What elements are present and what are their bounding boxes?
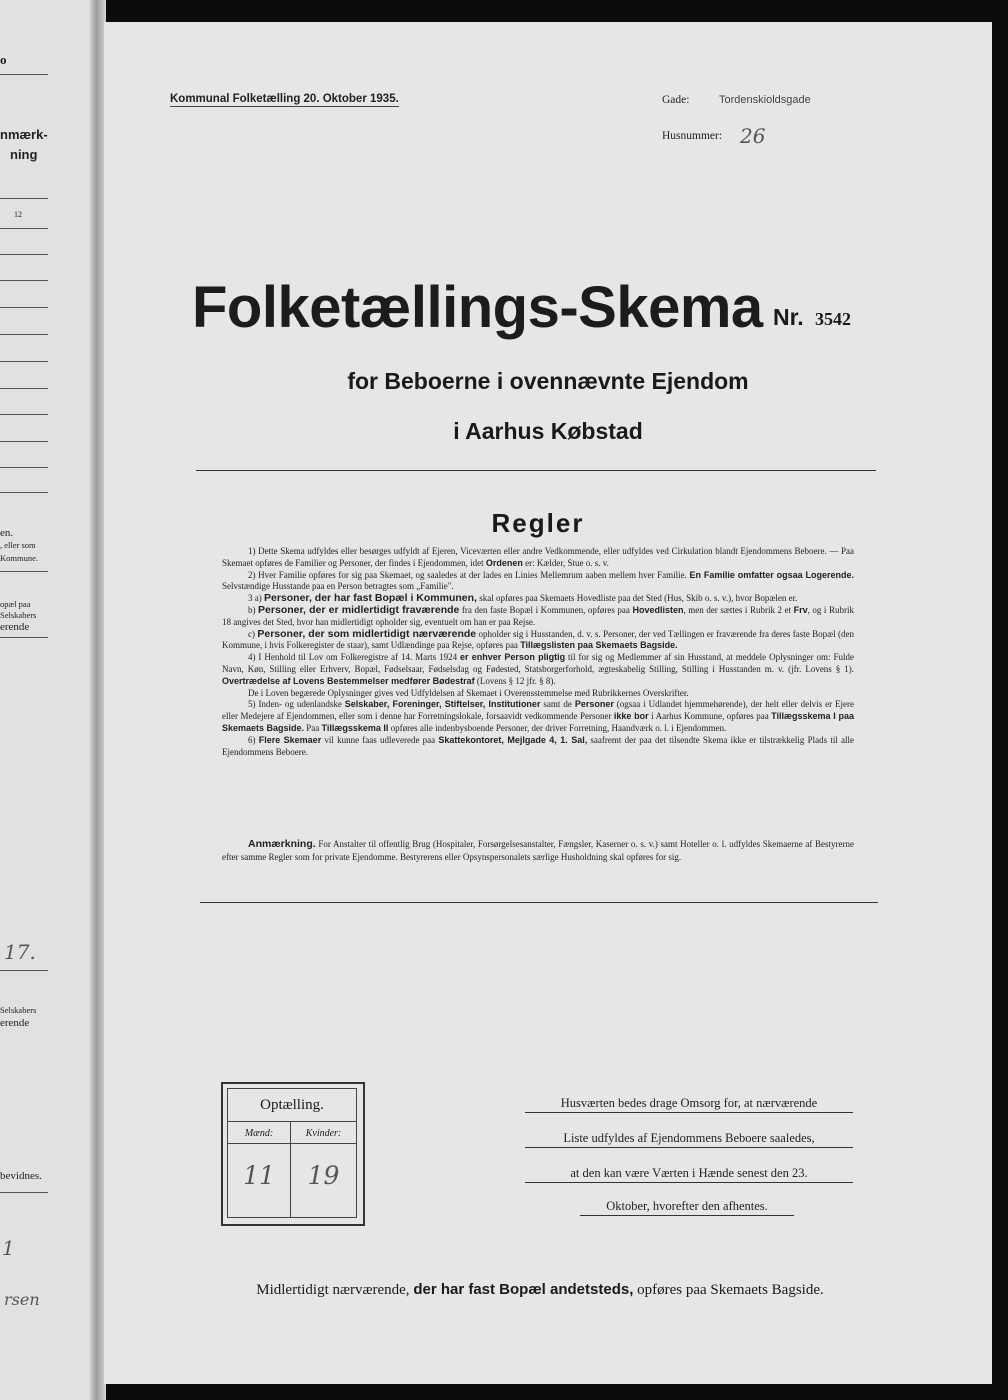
divider <box>0 1192 48 1193</box>
divider <box>196 470 876 471</box>
rule-6-bold: Flere Skemaer <box>258 734 322 745</box>
divider <box>0 280 48 281</box>
landlord-notice-line-3: at den kan være Værten i Hænde senest den 23. <box>525 1166 853 1183</box>
divider <box>0 467 48 468</box>
rule-6-text-end: saafremt der paa det tilsendte Skema ikke er tilstrækkelig Plads til alle Ejendommens Beboere. <box>222 734 855 757</box>
rule-2-text-end: Selvstændige Husstande paa en Person betragtes som „Familie". <box>222 581 454 592</box>
left-page-text-0: o <box>0 52 7 67</box>
left-page-text-4: en. <box>0 527 14 539</box>
divider <box>0 254 48 255</box>
rule-3a-prefix: 3 a) <box>248 593 264 604</box>
count-box-title: Optælling. <box>260 1097 324 1113</box>
footer-note <box>104 1281 976 1299</box>
men-label: Mænd: <box>244 1128 274 1139</box>
rule-3b-bold-3: Frv <box>793 604 808 615</box>
rule-5-text-3: (ogsaa i Udlandet hjemmehørende), der helt eller delvis er Ejere eller Medejere af Ejendommen, eller som i denne har Forretningslokale, forsaavidt vedkommende Personer <box>222 699 855 722</box>
left-page-text-3: 12 <box>14 210 22 219</box>
divider <box>0 198 48 199</box>
rule-5-bold-5: Tillægsskema II <box>321 722 389 733</box>
divider <box>0 334 48 335</box>
divider <box>0 571 48 572</box>
rules-text <box>222 546 854 758</box>
rule-4-text-2: til for sig og Medlemmer af sin Husstand, at meddele Oplysninger om: Fulde Navn, Køn, Stilling eller Erhverv, Bopæl, Fødselsaar, Fødselsdag og Fødested, Statsborgerforhold, ægteskabelig Stilling, Stilling i Husstanden m. v. (jfr. Lovens § 1). <box>222 652 854 674</box>
rule-3b-text-2: , men der sættes i Rubrik 2 et <box>683 604 794 615</box>
footer-bold: der har fast Bopæl andetsteds, <box>413 1281 634 1298</box>
rule-4-bold-2: Overtrædelse af Lovens Bestemmelser medfører Bødestraf <box>222 675 475 686</box>
landlord-notice-line-4: Oktober, hvorefter den afhentes. <box>580 1199 794 1216</box>
left-page-text-12: bevidnes. <box>0 1170 42 1182</box>
women-label: Kvinder: <box>305 1128 342 1139</box>
left-page-text-5: , eller som <box>0 540 36 550</box>
form-subtitle: for Beboerne i ovennævnte Ejendom <box>347 368 749 394</box>
rule-4-note: De i Loven begærede Oplysninger gives ved Udfyldelsen af Skemaet i Overensstemmelse med Rubrikkernes Overskrifter. <box>248 687 689 698</box>
left-page-text-11: erende <box>0 1017 30 1029</box>
rule-3b-bold: Personer, der er midlertidigt fraværende <box>258 603 460 616</box>
house-number-label: Husnummer: <box>662 130 723 142</box>
street-label: Gade: <box>662 94 690 106</box>
rule-4-bold: er enhver Person pligtig <box>460 652 566 663</box>
rule-6-prefix: 6) <box>248 734 259 745</box>
divider <box>228 1143 356 1144</box>
rule-3a-bold: Personer, der har fast Bopæl i Kommunen, <box>264 592 477 605</box>
census-form-page <box>104 22 992 1384</box>
form-title: Folketællings-Skema <box>192 275 763 340</box>
handwritten-mark: 1 <box>2 1236 15 1260</box>
divider <box>0 637 48 638</box>
rule-1-text: 1) Dette Skema udfyldes eller besørges udfyldt af Ejeren, Viceværten eller andre Vedkommende, eller udfyldes ved Cirkulation blandt Ejendommens Beboere. — Paa Skemaet opføres de Familier og Personer, der findes i Ejendommen, idet <box>222 546 854 568</box>
rule-5-text-5: Paa <box>304 722 322 733</box>
street-value: Tordenskioldsgade <box>719 94 811 106</box>
form-location: i Aarhus Købstad <box>453 418 643 444</box>
women-count: 19 <box>307 1161 340 1190</box>
rule-5-bold: Selskaber, Foreninger, Stiftelser, Institutioner <box>344 699 541 710</box>
count-box <box>221 1082 365 1226</box>
rule-3b-bold-2: Hovedlisten <box>632 604 684 615</box>
handwritten-number: 17. <box>4 940 36 964</box>
divider <box>0 228 48 229</box>
divider <box>0 361 48 362</box>
rule-3b-text: fra den faste Bopæl i Kommunen, opføres paa <box>459 604 633 615</box>
rule-3c-prefix: c) <box>248 628 258 639</box>
landlord-notice-line-1: Husværten bedes drage Omsorg for, at nærværende <box>525 1096 853 1113</box>
divider <box>0 970 48 971</box>
divider <box>0 492 48 493</box>
rule-5-text-4: i Aarhus Kommune, opføres paa <box>648 711 772 722</box>
divider <box>0 388 48 389</box>
divider <box>200 902 878 903</box>
left-page-text-7: opæl paa <box>0 599 31 609</box>
left-page-text-2: ning <box>10 147 38 162</box>
form-number-label: Nr. <box>773 304 804 330</box>
landlord-notice-line-2: Liste udfyldes af Ejendommens Beboere saaledes, <box>525 1131 853 1148</box>
divider <box>228 1121 356 1122</box>
rule-3c-text: opholder sig i Husstanden, d. v. s. Personer, der ved Tællingen er fraværende fra deres faste Bopæl (den Kommune, i hvis Folkeregister de staar), samt Udlændinge paa Rejse, opføres paa <box>222 628 854 651</box>
rule-3c-bold: Personer, der som midlertidigt nærværende <box>257 627 477 640</box>
count-box-inner <box>227 1088 357 1218</box>
rule-3a-text: skal opføres paa Skemaets Hovedliste paa det Sted (Hus, Skib o. s. v.), hvor Bopælen er. <box>476 593 798 604</box>
rule-3b-prefix: b) <box>248 604 259 615</box>
left-page-text-6: Kommune. <box>0 553 39 563</box>
census-title: Kommunal Folketælling 20. Oktober 1935. <box>170 93 399 105</box>
rule-3c-bold-2: Tillægslisten paa Skemaets Bagside. <box>520 640 678 651</box>
rule-5-bold-4: Tillægsskema I paa Skemaets Bagside. <box>222 711 854 733</box>
rule-5-bold-3: ikke bor <box>613 711 649 722</box>
rule-4-text-end: (Lovens § 12 jfr. § 8). <box>474 675 556 686</box>
rule-5-text-2: samt de <box>540 699 575 710</box>
rule-5-text-end: opføres alle indenbysboende Personer, der driver Forretning, Haandværk o. l. i Ejendommen. <box>388 722 727 733</box>
left-page-text-8: Selskabers <box>0 610 37 620</box>
rule-6-bold-2: Skattekontoret, Mejlgade 4, 1. Sal, <box>438 734 588 745</box>
rule-2-bold: En Familie omfatter ogsaa Logerende. <box>689 569 854 580</box>
left-page <box>0 0 96 1400</box>
rules-heading: Regler <box>491 508 585 538</box>
rule-5-bold-2: Personer <box>574 699 614 710</box>
rule-2-text: 2) Hver Familie opføres for sig paa Skemaet, og saaledes at der lades en Linies Mellemrum aaben mellem hver Familie. <box>248 569 690 580</box>
divider <box>0 414 48 415</box>
handwritten-signature: rsen <box>4 1290 40 1309</box>
divider <box>0 441 48 442</box>
footer-text: Midlertidigt nærværende, <box>256 1282 414 1298</box>
form-number: 3542 <box>815 309 851 329</box>
rule-1-bold: Ordenen <box>485 557 523 568</box>
rule-1-text-end: er: Kælder, Stue o. s. v. <box>522 557 609 568</box>
remark <box>222 838 854 864</box>
remark-label: Anmærkning. <box>248 838 316 850</box>
left-page-text-1: nmærk- <box>0 127 48 142</box>
remark-text: For Anstalter til offentlig Brug (Hospitaler, Forsørgelsesanstalter, Fængsler, Kaserner o. s. v.) samt Hoteller o. l. udfyldes Skemaerne af Bestyrerne efter samme Regler som for private Ejendomme. Bestyrerens eller Opsynspersonalets særlige Husholdning skal opføres for sig. <box>222 839 854 862</box>
left-page-text-9: erende <box>0 621 30 633</box>
footer-text-end: opføres paa Skemaets Bagside. <box>633 1282 824 1298</box>
men-count: 11 <box>243 1161 275 1190</box>
divider <box>0 307 48 308</box>
divider <box>0 74 48 75</box>
rule-4-text: 4) I Henhold til Lov om Folkeregistre af 14. Marts 1924 <box>248 652 461 663</box>
rule-3b-text-end: , og i Rubrik 18 angives det Sted, hvor han midlertidigt opholder sig, eventuelt om han er paa Rejse. <box>222 604 854 627</box>
house-number-value: 26 <box>740 124 766 148</box>
left-page-text-10: Selskabers <box>0 1005 37 1015</box>
rule-5-text: 5) Inden- og udenlandske <box>248 699 345 710</box>
rule-6-text: vil kunne faas udleverede paa <box>321 734 439 745</box>
